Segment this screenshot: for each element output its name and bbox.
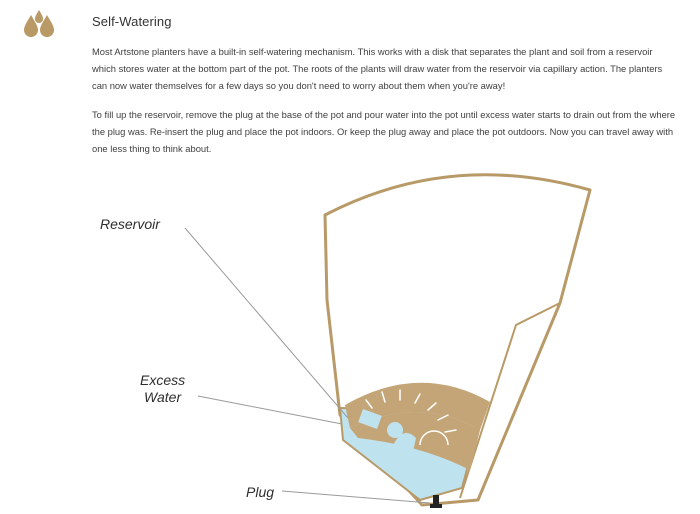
plug-leader-line	[282, 491, 430, 503]
reservoir-leader-line	[185, 228, 348, 418]
reservoir-label: Reservoir	[100, 216, 160, 232]
excess-water-leader-line	[198, 396, 342, 424]
excess-water-label-line2: Water	[144, 389, 182, 405]
self-watering-diagram	[0, 160, 700, 514]
reservoir-chamber	[340, 383, 490, 500]
intro-paragraph: Most Artstone planters have a built-in self-watering mechanism. This works with a disk that separates the plant and soil from a reservoir which stores water at the bottom part of the pot. The roots of the plants will draw water from the reservoir via capillary action. The planters can now water themselves for a few days so you don't need to worry about them when you're away!	[92, 46, 663, 91]
excess-water-label-line1: Excess	[140, 372, 186, 388]
instructions-paragraph: To fill up the reservoir, remove the plug at the base of the pot and pour water into the pot until excess water starts to drain out from the where the plug was. Re-insert the plug and place the pot indoors. Or keep the plug away and place the pot outdoors. Now you can travel away with one less thing to think about.	[92, 109, 676, 154]
section-title: Self-Watering	[92, 14, 172, 29]
water-drops-icon	[21, 9, 57, 39]
excess-water-label	[140, 372, 185, 406]
plug-label: Plug	[246, 484, 275, 500]
